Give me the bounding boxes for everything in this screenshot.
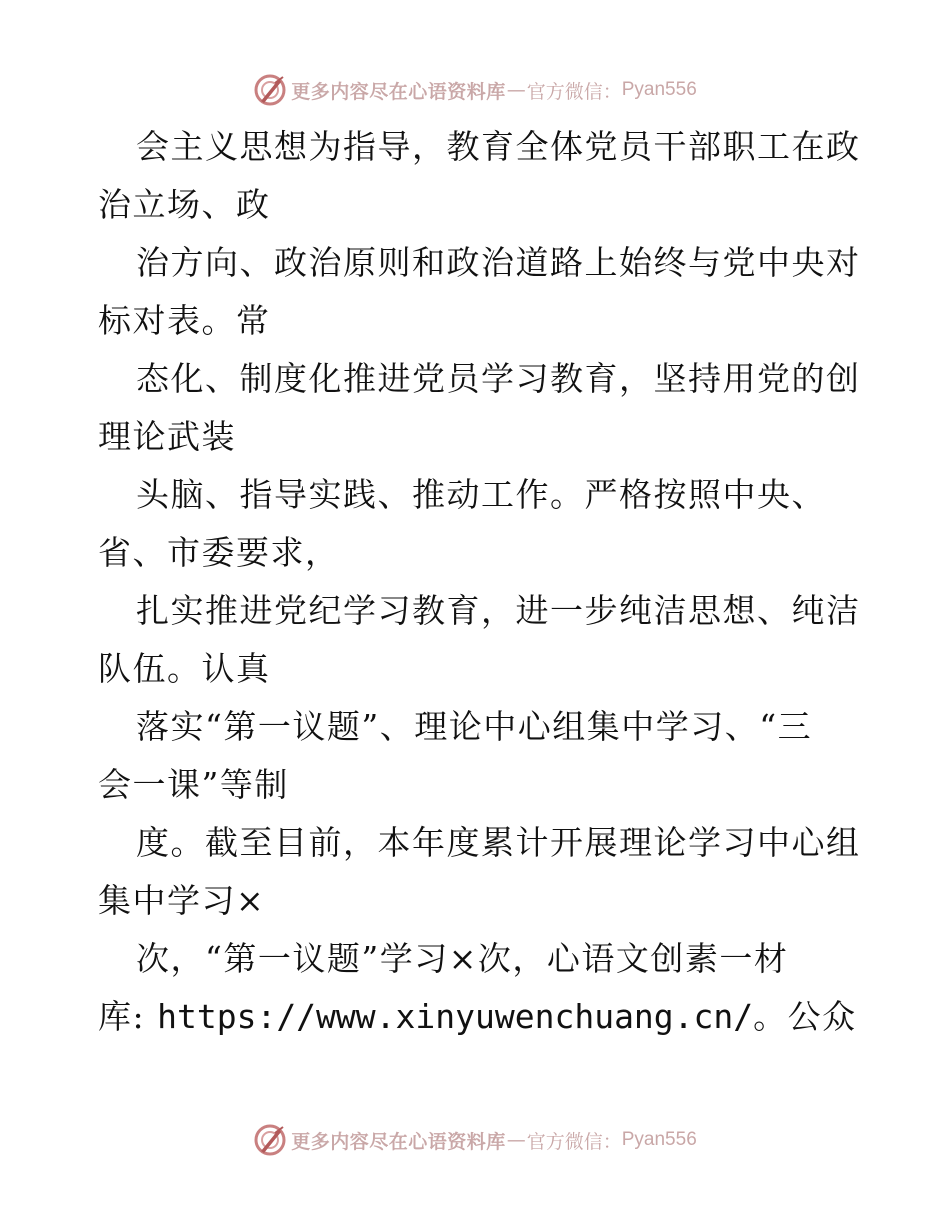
banner-wechat-label: 官方微信：: [526, 80, 622, 103]
banner-library-text: 更多内容尽在心语资料库: [291, 80, 506, 103]
banner-wechat-id: Pyan556: [621, 1129, 697, 1150]
body-line: 治立场、政: [98, 185, 271, 224]
url-suffix: 。公众: [753, 997, 857, 1036]
body-line-url: [98, 988, 858, 1046]
banner-dash: —: [506, 79, 526, 101]
banner-library-text: 更多内容尽在心语资料库: [291, 1130, 506, 1153]
banner-wechat-id: Pyan556: [621, 79, 697, 100]
quill-pen-logo-icon: [253, 73, 287, 107]
body-line: 态化、制度化推进党员学习教育，坚持用党的创: [136, 359, 861, 398]
body-line: 理论武装: [98, 417, 236, 456]
document-body: [98, 118, 861, 1046]
header-banner: [0, 70, 950, 110]
body-line: 落实“第一议题”、理论中心组集中学习、“三: [136, 707, 813, 746]
body-line: 度。截至目前，本年度累计开展理论学习中心组: [136, 823, 861, 862]
body-line: 会主义思想为指导，教育全体党员干部职工在政: [136, 127, 861, 166]
url-prefix: 库:: [98, 997, 158, 1036]
body-line: 头脑、指导实践、推动工作。严格按照中央、: [136, 475, 826, 514]
body-line: 标对表。常: [98, 301, 271, 340]
body-line: 集中学习×: [98, 881, 266, 920]
banner-wechat-label: 官方微信：: [526, 1130, 622, 1153]
body-line: 会一课”等制: [98, 765, 289, 804]
body-line: 队伍。认真: [98, 649, 271, 688]
body-line: 扎实推进党纪学习教育，进一步纯洁思想、纯洁: [136, 591, 861, 630]
body-line: 治方向、政治原则和政治道路上始终与党中央对: [136, 243, 861, 282]
body-line: 次，“第一议题”学习×次，心语文创素一材: [136, 939, 789, 978]
body-line: 省、市委要求，: [98, 533, 340, 572]
website-url: https://www.xinyuwenchuang.cn/: [157, 997, 754, 1036]
quill-pen-logo-icon: [253, 1123, 287, 1157]
footer-banner: [0, 1120, 950, 1160]
banner-dash: —: [506, 1129, 526, 1151]
